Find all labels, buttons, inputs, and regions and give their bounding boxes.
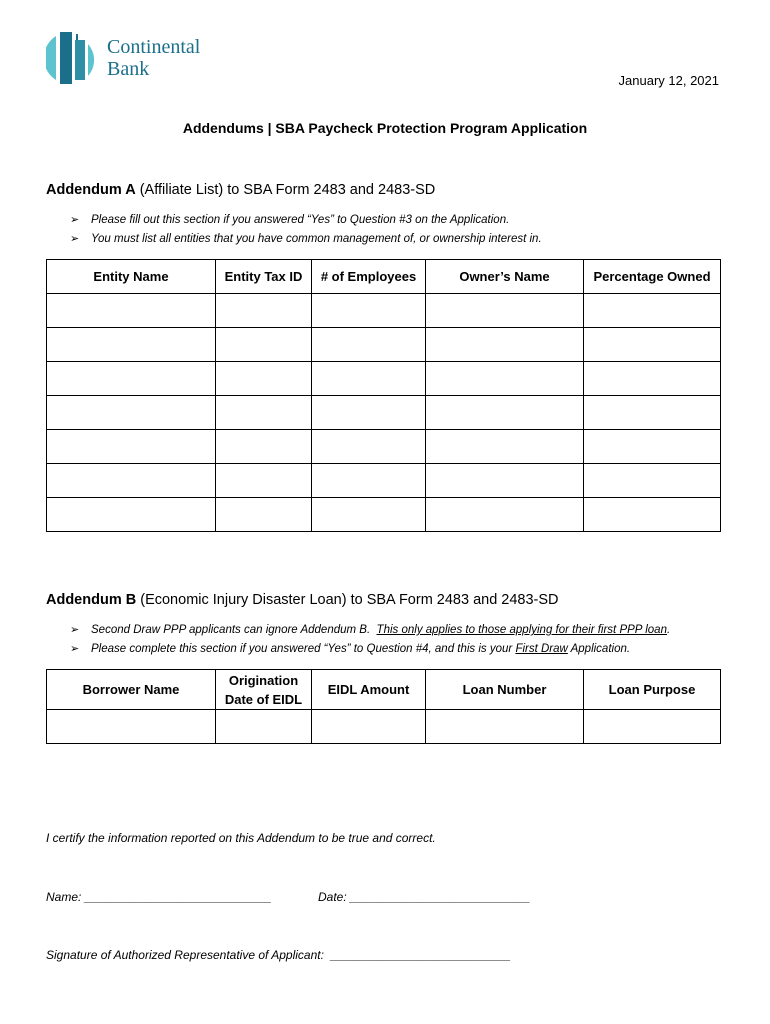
employees-cell[interactable] (312, 362, 426, 396)
addendum-a-label: Addendum A (46, 182, 136, 198)
table-row (47, 710, 721, 744)
addendum-a-instructions (70, 211, 542, 249)
column-header: # of Employees (312, 260, 426, 294)
eidl-table (46, 669, 721, 744)
employees-cell[interactable] (312, 498, 426, 532)
column-header: Entity Name (47, 260, 216, 294)
entity-tax-id-cell[interactable] (216, 294, 312, 328)
bank-name (107, 36, 200, 80)
column-header: EIDL Amount (312, 670, 426, 710)
loan-number-cell[interactable] (426, 710, 584, 744)
arrowhead-bullet-icon: ➢ (70, 214, 80, 226)
percentage-owned-cell[interactable] (584, 294, 721, 328)
owner-name-cell[interactable] (426, 430, 584, 464)
table-row (47, 464, 721, 498)
owner-name-cell[interactable] (426, 294, 584, 328)
entity-name-cell[interactable] (47, 396, 216, 430)
table-row (47, 498, 721, 532)
column-header: Percentage Owned (584, 260, 721, 294)
entity-name-cell[interactable] (47, 430, 216, 464)
entity-name-cell[interactable] (47, 464, 216, 498)
percentage-owned-cell[interactable] (584, 328, 721, 362)
employees-cell[interactable] (312, 396, 426, 430)
date-field[interactable]: Date: ___________________________ (318, 890, 531, 904)
addendum-a-subtitle: (Affiliate List) to SBA Form 2483 and 2483-SD (135, 182, 436, 198)
table-row (47, 430, 721, 464)
arrowhead-bullet-icon: ➢ (70, 233, 80, 245)
addendum-b-subtitle: (Economic Injury Disaster Loan) to SBA Form 2483 and 2483-SD (136, 592, 559, 608)
borrower-name-cell[interactable] (47, 710, 216, 744)
bullet-text: You must list all entities that you have common management of, or ownership interest in. (91, 233, 542, 245)
loan-purpose-cell[interactable] (584, 710, 721, 744)
employees-cell[interactable] (312, 294, 426, 328)
table-header-row (47, 260, 721, 294)
column-header: Entity Tax ID (216, 260, 312, 294)
table-row (47, 328, 721, 362)
origination-date-cell[interactable] (216, 710, 312, 744)
entity-tax-id-cell[interactable] (216, 396, 312, 430)
arrowhead-bullet-icon: ➢ (70, 624, 80, 636)
bank-name-line2: Bank (107, 58, 150, 80)
bullet-underlined-text: This only applies to those applying for their first PPP loan (376, 624, 667, 636)
entity-tax-id-cell[interactable] (216, 430, 312, 464)
column-header: Borrower Name (47, 670, 216, 710)
owner-name-cell[interactable] (426, 362, 584, 396)
addendum-a-heading (46, 182, 435, 198)
document-date: January 12, 2021 (618, 73, 719, 88)
bullet-end-text: Application. (567, 643, 631, 655)
table-row (47, 396, 721, 430)
owner-name-cell[interactable] (426, 464, 584, 498)
addendum-b-label: Addendum B (46, 592, 137, 608)
entity-tax-id-cell[interactable] (216, 498, 312, 532)
entity-name-cell[interactable] (47, 294, 216, 328)
entity-tax-id-cell[interactable] (216, 362, 312, 396)
employees-cell[interactable] (312, 430, 426, 464)
entity-tax-id-cell[interactable] (216, 464, 312, 498)
percentage-owned-cell[interactable] (584, 498, 721, 532)
column-header: Loan Purpose (584, 670, 721, 710)
list-item (70, 640, 670, 659)
column-header: Loan Number (426, 670, 584, 710)
entity-name-cell[interactable] (47, 498, 216, 532)
table-row (47, 294, 721, 328)
bullet-text: Please complete this section if you answered “Yes” to Question #4, and this is your (91, 643, 516, 655)
name-field[interactable]: Name: ____________________________ (46, 890, 272, 904)
column-header: Origination Date of EIDL (216, 670, 312, 710)
certification-statement: I certify the information reported on this Addendum to be true and correct. (46, 831, 436, 845)
document-title: Addendums | SBA Paycheck Protection Program Application (182, 120, 588, 136)
addendum-b-instructions (70, 621, 670, 659)
list-item (70, 230, 542, 249)
entity-name-cell[interactable] (47, 362, 216, 396)
entity-name-cell[interactable] (47, 328, 216, 362)
list-item (70, 211, 542, 230)
arrowhead-bullet-icon: ➢ (70, 643, 80, 655)
percentage-owned-cell[interactable] (584, 464, 721, 498)
percentage-owned-cell[interactable] (584, 430, 721, 464)
bullet-text: Second Draw PPP applicants can ignore Addendum B. (91, 624, 377, 636)
entity-tax-id-cell[interactable] (216, 328, 312, 362)
signature-field[interactable]: Signature of Authorized Representative of Applicant: ___________________________ (46, 948, 511, 962)
bullet-end-text: . (666, 624, 671, 636)
owner-name-cell[interactable] (426, 328, 584, 362)
bank-name-line1: Continental (107, 36, 201, 58)
employees-cell[interactable] (312, 464, 426, 498)
affiliate-list-table (46, 259, 721, 532)
percentage-owned-cell[interactable] (584, 362, 721, 396)
eidl-amount-cell[interactable] (312, 710, 426, 744)
owner-name-cell[interactable] (426, 498, 584, 532)
column-header: Owner’s Name (426, 260, 584, 294)
employees-cell[interactable] (312, 328, 426, 362)
table-header-row (47, 670, 721, 710)
addendum-b-heading (46, 592, 559, 608)
bullet-underlined-text: First Draw (515, 643, 568, 655)
bullet-text: Please fill out this section if you answered “Yes” to Question #3 on the Application. (91, 214, 510, 226)
owner-name-cell[interactable] (426, 396, 584, 430)
list-item (70, 621, 670, 640)
table-row (47, 362, 721, 396)
percentage-owned-cell[interactable] (584, 396, 721, 430)
